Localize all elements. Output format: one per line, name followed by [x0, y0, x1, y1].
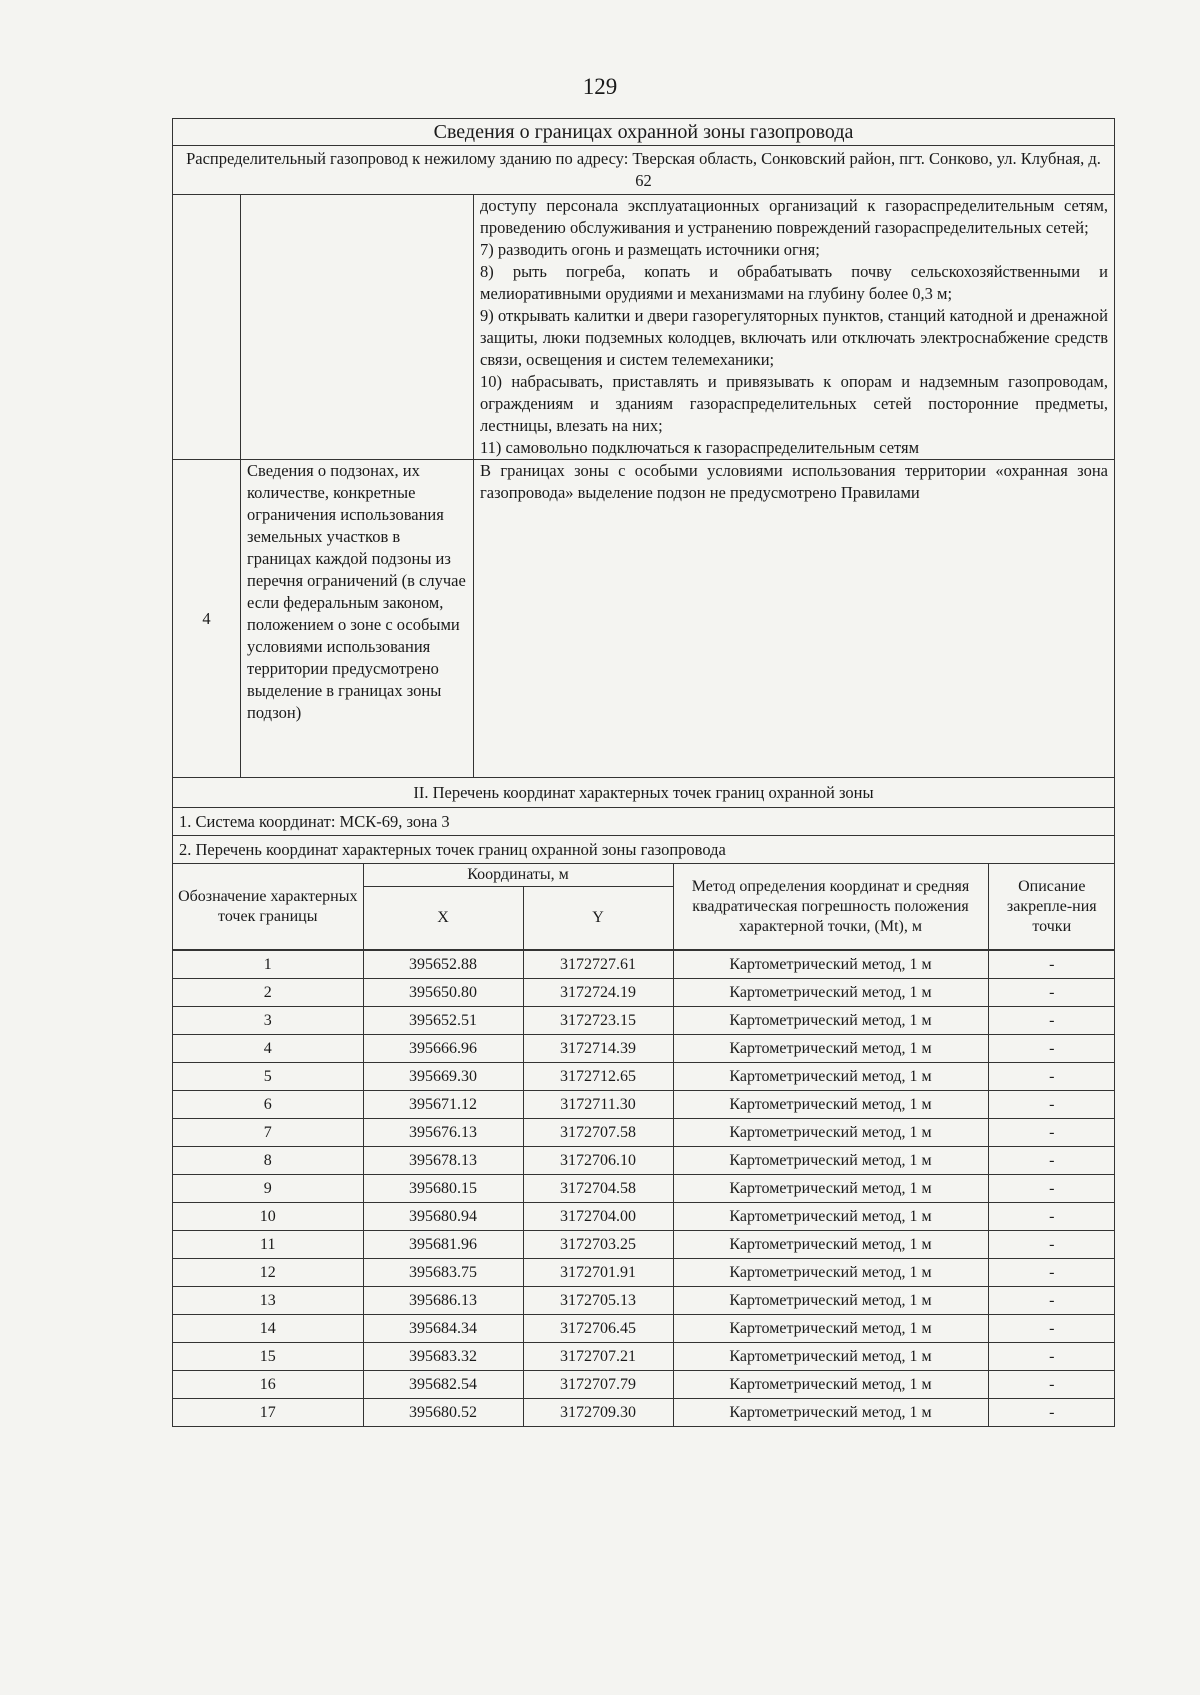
coordinate-table: [173, 864, 1115, 1426]
point-number: 1: [173, 950, 363, 979]
document-title: Сведения о границах охранной зоны газопровода: [173, 119, 1115, 146]
table-row: [173, 1343, 1115, 1371]
point-description: -: [988, 950, 1115, 979]
coord-y: 3172707.58: [523, 1119, 673, 1147]
point-description: -: [988, 979, 1115, 1007]
coord-y: 3172706.10: [523, 1147, 673, 1175]
coord-y: 3172709.30: [523, 1399, 673, 1427]
table-row: [173, 979, 1115, 1007]
coordinate-list-title: 2. Перечень координат характерных точек границ охранной зоны газопровода: [173, 836, 1115, 864]
point-description: -: [988, 1315, 1115, 1343]
table-row: [173, 950, 1115, 979]
coord-y: 3172723.15: [523, 1007, 673, 1035]
point-number: 3: [173, 1007, 363, 1035]
point-description: -: [988, 1175, 1115, 1203]
table-row: [173, 1007, 1115, 1035]
point-description: -: [988, 1399, 1115, 1427]
coord-y: 3172727.61: [523, 950, 673, 979]
coord-x: 395650.80: [363, 979, 523, 1007]
coordinate-table-cell: [173, 864, 1115, 1427]
table-row: [173, 1175, 1115, 1203]
table-row: [173, 1203, 1115, 1231]
point-description: -: [988, 1203, 1115, 1231]
header-point: Обозначение характерных точек границы: [173, 864, 363, 950]
point-description: -: [988, 1371, 1115, 1399]
point-number: 15: [173, 1343, 363, 1371]
coord-y: 3172707.21: [523, 1343, 673, 1371]
coord-x: 395666.96: [363, 1035, 523, 1063]
method: Картометрический метод, 1 м: [673, 1175, 988, 1203]
point-description: -: [988, 1035, 1115, 1063]
point-description: -: [988, 1147, 1115, 1175]
coord-y: 3172706.45: [523, 1315, 673, 1343]
method: Картометрический метод, 1 м: [673, 950, 988, 979]
subzone-label: Сведения о подзонах, их количестве, конкретные ограничения использования земельных участков в границах каждой подзоны из перечня ограничений (в случае если федеральным законом, положением о зоне с особыми условиями использования территории предусмотрено выделение в границах зоны подзон): [241, 460, 474, 778]
method: Картометрический метод, 1 м: [673, 1063, 988, 1091]
header-coordinates: Координаты, м: [363, 864, 673, 887]
method: Картометрический метод, 1 м: [673, 1315, 988, 1343]
point-description: -: [988, 1287, 1115, 1315]
method: Картометрический метод, 1 м: [673, 1287, 988, 1315]
method: Картометрический метод, 1 м: [673, 1231, 988, 1259]
coord-x: 395669.30: [363, 1063, 523, 1091]
point-description: -: [988, 1119, 1115, 1147]
row-label-empty: [241, 195, 474, 460]
coord-x: 395680.52: [363, 1399, 523, 1427]
table-row: [173, 1287, 1115, 1315]
table-row: [173, 1091, 1115, 1119]
table-row: [173, 1119, 1115, 1147]
point-description: -: [988, 1343, 1115, 1371]
table-row: [173, 1259, 1115, 1287]
method: Картометрический метод, 1 м: [673, 1147, 988, 1175]
header-x: X: [363, 887, 523, 951]
coord-x: 395652.51: [363, 1007, 523, 1035]
point-number: 2: [173, 979, 363, 1007]
table-row: [173, 1371, 1115, 1399]
point-number: 9: [173, 1175, 363, 1203]
method: Картометрический метод, 1 м: [673, 1091, 988, 1119]
point-description: -: [988, 1007, 1115, 1035]
coord-x: 395682.54: [363, 1371, 523, 1399]
restriction-item: 10) набрасывать, приставлять и привязывать к опорам и надземным газопроводам, ограждениям и зданиям газораспределительных сетей посторонние предметы, лестницы, влезать на них;: [480, 372, 1109, 435]
point-number: 6: [173, 1091, 363, 1119]
restriction-item: 9) открывать калитки и двери газорегуляторных пунктов, станций катодной и дренажной защиты, люки подземных колодцев, включать или отключать электроснабжение средств связи, освещения и систем телемеханики;: [480, 306, 1109, 369]
point-description: -: [988, 1091, 1115, 1119]
coord-x: 395652.88: [363, 950, 523, 979]
section-2-title: II. Перечень координат характерных точек границ охранной зоны: [173, 778, 1115, 808]
page-number: 129: [582, 74, 618, 99]
coord-x: 395680.94: [363, 1203, 523, 1231]
header-y: Y: [523, 887, 673, 951]
coord-y: 3172707.79: [523, 1371, 673, 1399]
point-number: 14: [173, 1315, 363, 1343]
table-row: [173, 1231, 1115, 1259]
method: Картометрический метод, 1 м: [673, 1343, 988, 1371]
method: Картометрический метод, 1 м: [673, 1371, 988, 1399]
coord-x: 395678.13: [363, 1147, 523, 1175]
point-number: 5: [173, 1063, 363, 1091]
header-method: Метод определения координат и средняя квадратическая погрешность положения характерной точки, (Mt), м: [673, 864, 988, 950]
row-number: 4: [173, 460, 241, 778]
table-row: [173, 1063, 1115, 1091]
coord-x: 395681.96: [363, 1231, 523, 1259]
coord-x: 395683.32: [363, 1343, 523, 1371]
subzone-value: В границах зоны с особыми условиями использования территории «охранная зона газопровода» выделение подзон не предусмотрено Правилами: [474, 460, 1115, 778]
coord-x: 395683.75: [363, 1259, 523, 1287]
table-row: [173, 1035, 1115, 1063]
coord-x: 395671.12: [363, 1091, 523, 1119]
coord-y: 3172712.65: [523, 1063, 673, 1091]
coord-y: 3172701.91: [523, 1259, 673, 1287]
table-row: [173, 1315, 1115, 1343]
coord-x: 395676.13: [363, 1119, 523, 1147]
point-number: 17: [173, 1399, 363, 1427]
point-description: -: [988, 1259, 1115, 1287]
coord-y: 3172703.25: [523, 1231, 673, 1259]
method: Картометрический метод, 1 м: [673, 1007, 988, 1035]
coord-x: 395684.34: [363, 1315, 523, 1343]
coord-x: 395680.15: [363, 1175, 523, 1203]
table-row: [173, 1147, 1115, 1175]
coord-x: 395686.13: [363, 1287, 523, 1315]
coord-y: 3172704.58: [523, 1175, 673, 1203]
point-description: -: [988, 1063, 1115, 1091]
pipeline-address: Распределительный газопровод к нежилому зданию по адресу: Тверская область, Сонковский район, пгт. Сонково, ул. Клубная, д. 62: [173, 146, 1115, 195]
point-number: 16: [173, 1371, 363, 1399]
restriction-item: 7) разводить огонь и размещать источники огня;: [480, 240, 820, 259]
coord-y: 3172711.30: [523, 1091, 673, 1119]
restriction-item: 8) рыть погреба, копать и обрабатывать почву сельскохозяйственными и мелиоративными орудиями и механизмами на глубину более 0,3 м;: [480, 262, 1109, 303]
point-number: 12: [173, 1259, 363, 1287]
point-number: 7: [173, 1119, 363, 1147]
restriction-item: 11) самовольно подключаться к газораспределительным сетям: [480, 438, 920, 457]
method: Картометрический метод, 1 м: [673, 979, 988, 1007]
point-number: 4: [173, 1035, 363, 1063]
point-number: 11: [173, 1231, 363, 1259]
coord-y: 3172705.13: [523, 1287, 673, 1315]
header-description: Описание закрепле-ния точки: [988, 864, 1115, 950]
point-description: -: [988, 1231, 1115, 1259]
restriction-item: доступу персонала эксплуатационных организаций к газораспределительным сетям, проведению обслуживания и устранению повреждений газораспределительных сетей;: [480, 196, 1109, 237]
coord-y: 3172704.00: [523, 1203, 673, 1231]
protection-zone-table: [172, 118, 1115, 1427]
point-number: 8: [173, 1147, 363, 1175]
restrictions-list: [474, 195, 1115, 460]
point-number: 10: [173, 1203, 363, 1231]
method: Картометрический метод, 1 м: [673, 1119, 988, 1147]
coord-y: 3172714.39: [523, 1035, 673, 1063]
method: Картометрический метод, 1 м: [673, 1399, 988, 1427]
method: Картометрический метод, 1 м: [673, 1203, 988, 1231]
method: Картометрический метод, 1 м: [673, 1259, 988, 1287]
table-row: [173, 1399, 1115, 1427]
method: Картометрический метод, 1 м: [673, 1035, 988, 1063]
point-number: 13: [173, 1287, 363, 1315]
row-number-empty: [173, 195, 241, 460]
coord-y: 3172724.19: [523, 979, 673, 1007]
coordinate-system: 1. Система координат: МСК-69, зона 3: [173, 808, 1115, 836]
